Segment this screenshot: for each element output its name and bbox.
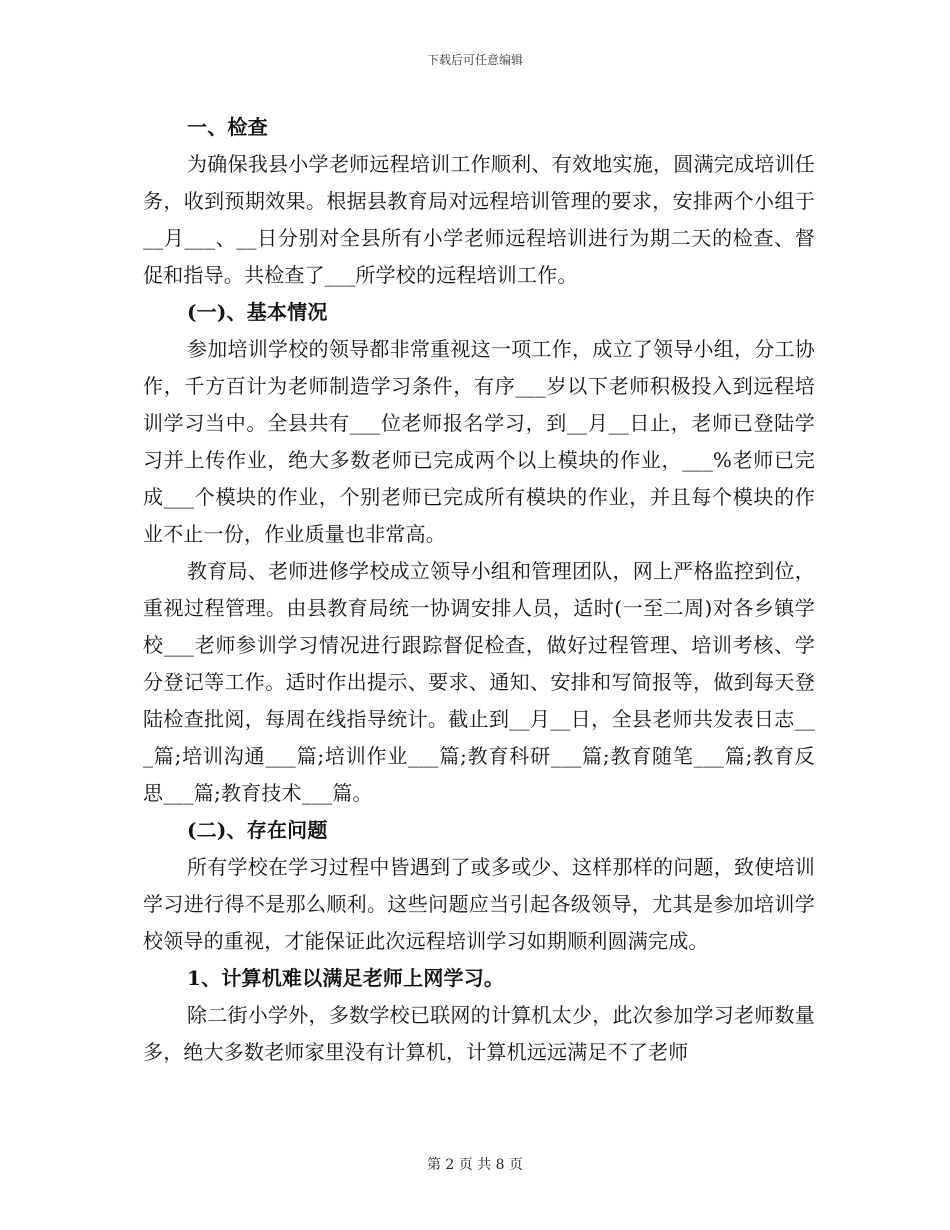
paragraph: 所有学校在学习过程中皆遇到了或多或少、这样那样的问题，致使培训学习进行得不是那么顺利。这些问题应当引起各级领导，尤其是参加培训学校领导的重视，才能保证此次远程培训学习如期顺利圆满完成。 bbox=[143, 855, 815, 953]
section-heading: 一、检查 bbox=[187, 115, 268, 139]
paragraph: 除二街小学外，多数学校已联网的计算机太少，此次参加学习老师数量多，绝大多数老师家里没有计算机，计算机远远满足不了老师 bbox=[143, 1003, 815, 1064]
paragraph: 参加培训学校的领导都非常重视这一项工作，成立了领导小组，分工协作，千方百计为老师制造学习条件，有序___岁以下老师积极投入到远程培训学习当中。全县共有___位老师报名学习，到__月__日止，老师已登陆学习并上传作业，绝大多数老师已完成两个以上模块的作业，___%老师已完成___个模块的作业，个别老师已完成所有模块的作业，并且每个模块的作业不止一份，作业质量也非常高。 bbox=[143, 337, 815, 546]
paragraph: 为确保我县小学老师远程培训工作顺利、有效地实施，圆满完成培训任务，收到预期效果。根据县教育局对远程培训管理的要求，安排两个小组于__月___、__日分别对全县所有小学老师远程培训进行为期二天的检查、督促和指导。共检查了___所学校的远程培训工作。 bbox=[143, 152, 815, 287]
section-heading: (一)、基本情况 bbox=[187, 300, 328, 324]
section-heading: 1、计算机难以满足老师上网学习。 bbox=[187, 966, 505, 990]
page-header: 下载后可任意编辑 bbox=[426, 53, 523, 67]
document-body bbox=[143, 109, 815, 1071]
section-heading: (二)、存在问题 bbox=[187, 818, 328, 842]
paragraph: 教育局、老师进修学校成立领导小组和管理团队，网上严格监控到位，重视过程管理。由县教育局统一协调安排人员，适时(一至二周)对各乡镇学校___老师参训学习情况进行跟踪督促检查，做好过程管理、培训考核、学分登记等工作。适时作出提示、要求、通知、安排和写简报等，做到每天登陆检查批阅，每周在线指导统计。截止到__月__日，全县老师共发表日志___篇;培训沟通___篇;培训作业___篇;教育科研___篇;教育随笔___篇;教育反思___篇;教育技术___篇。 bbox=[143, 559, 815, 805]
page-number: 第 2 页 共 8 页 bbox=[426, 1157, 524, 1173]
